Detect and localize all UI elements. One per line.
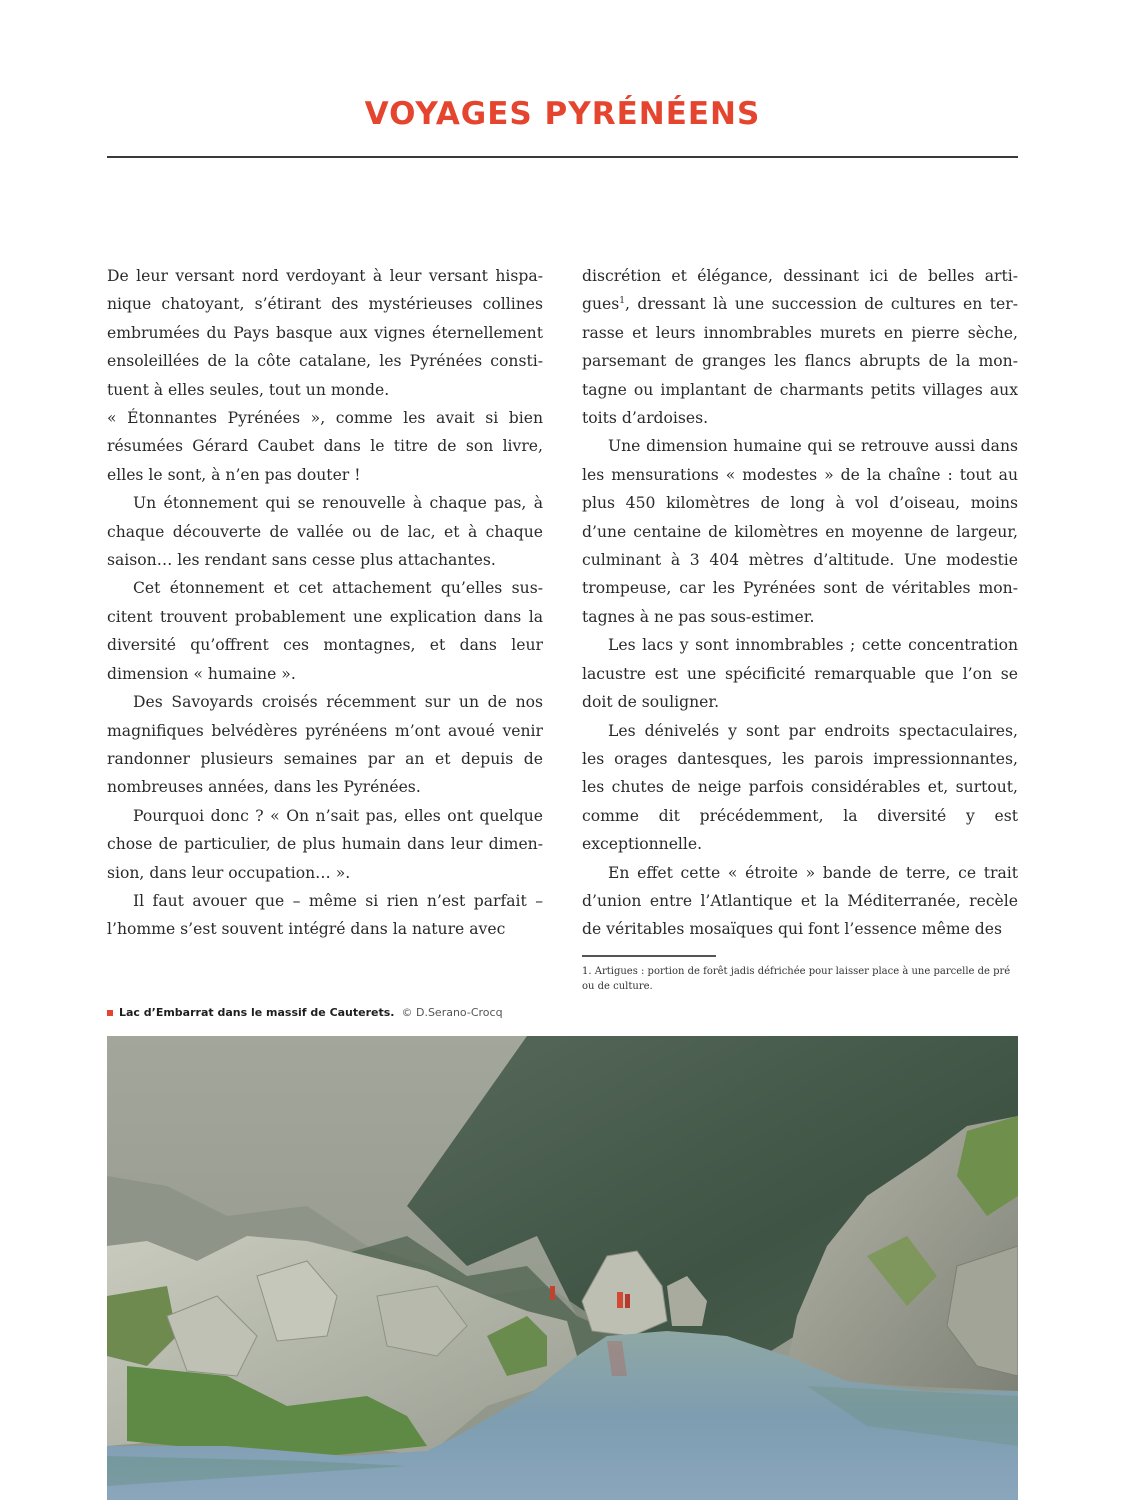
paragraph-text: discrétion et élégance, dessinant ici de belles artigues [582,267,1018,314]
paragraph: Il faut avouer que – même si rien n’est parfait – l’homme s’est souvent intégré dans la nature avec [107,891,543,939]
article-column-left [107,262,543,944]
paragraph [582,262,1018,432]
caption-marker-icon [107,1010,113,1016]
hiker [617,1292,623,1308]
photo-credit: © D.Serano-Crocq [401,1006,503,1019]
footnote: 1. Artigues : portion de forêt jadis défrichée pour laisser place à une parcelle de pré ou de culture. [582,966,1011,992]
paragraph: De leur versant nord verdoyant à leur versant hispanique chatoyant, s’étirant des mystérieuses collines embrumées du Pays basque aux vignes éternellement ensoleillées de la côte catalane, les Pyrénées constituent à elles seules, tout un monde. [107,267,543,399]
paragraph: Les lacs y sont innombrables ; cette concentration lacustre est une spécificité remarquable que l’on se doit de souligner. [582,636,1018,712]
paragraph: Des Savoyards croisés récemment sur un de nos magnifiques belvédères pyrénéens m’ont avoué venir randonner plusieurs semaines par an et depuis de nombreuses années, dans les Pyrénées. [107,693,543,797]
article-column-right [582,262,1018,944]
paragraph: Cet étonnement et cet attachement qu’elles suscitent trouvent probablement une explication dans la diversité qu’offrent ces montagnes, et dans leur dimension « humaine ». [107,579,543,683]
figure-caption [107,1006,503,1019]
paragraph: Un étonnement qui se renouvelle à chaque pas, à chaque découverte de vallée ou de lac, et à chaque saison… les rendant sans cesse plus attachantes. [107,494,543,570]
footnote-reference[interactable]: 1 [619,296,625,307]
paragraph: Une dimension humaine qui se retrouve aussi dans les mensurations « modestes » de la chaîne : tout au plus 450 kilomètres de long à vol d’oiseau, moins d’une centaine de kilomètres en moyenne de largeur, culminant à 3 404 mètres d’altitude. Une modestie trompeuse, car les Pyrénées sont de véritables montagnes à ne pas sous-estimer. [582,437,1018,626]
paragraph: En effet cette « étroite » bande de terre, ce trait d’union entre l’Atlantique et la Méditerranée, recèle de véritables mosaïques qui font l’essence même des [582,863,1018,939]
caption-title: Lac d’Embarrat dans le massif de Cauterets. [119,1006,395,1019]
paragraph: « Étonnantes Pyrénées », comme les avait si bien résumées Gérard Caubet dans le titre de son livre, elles le sont, à n’en pas douter ! [107,409,543,484]
paragraph: Pourquoi donc ? « On n’sait pas, elles ont quelque chose de particulier, de plus humain dans leur dimension, dans leur occupation… ». [107,806,543,882]
lake-photo [107,1036,1018,1500]
hiker [625,1294,630,1308]
paragraph-text: , dressant là une succession de cultures en terrasse et leurs innombrables murets en pierre sèche, parsemant de granges les flancs abrupts de la montagne ou implantant de charmants petits villages aux toits d’ardoises. [582,295,1018,428]
landscape-illustration [107,1036,1018,1500]
paragraph: Les dénivelés y sont par endroits spectaculaires, les orages dantesques, les parois impressionnantes, les chutes de neige parfois considérables et, surtout, comme dit précédemment, la diversité y est exceptionnelle. [582,721,1018,854]
title-divider [107,156,1018,158]
page-title: VOYAGES PYRÉNÉENS [364,96,761,132]
footnote-divider [582,955,716,957]
hiker [550,1286,555,1300]
